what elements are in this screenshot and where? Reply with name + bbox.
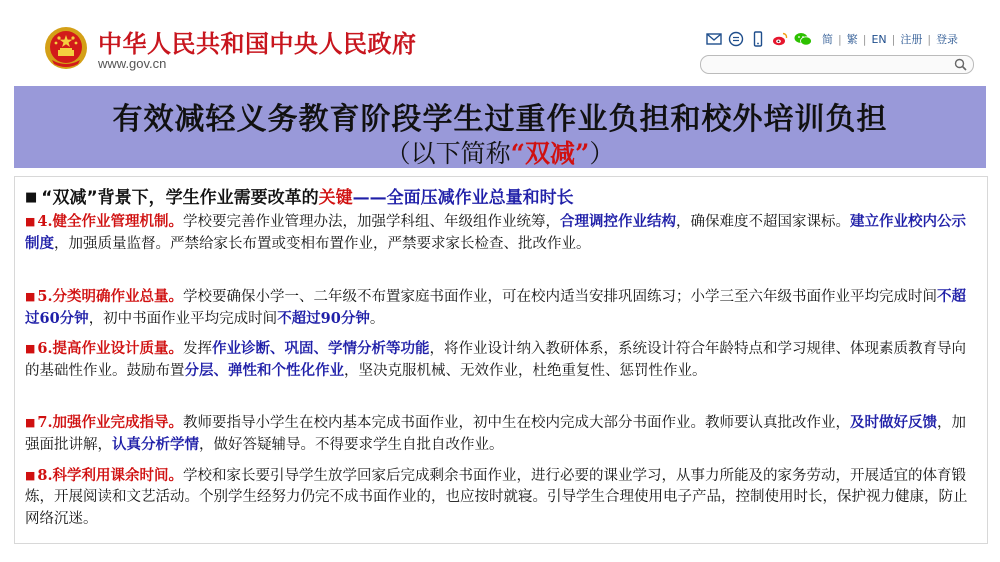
bullet: ■ [25, 215, 36, 228]
item-text-part: ，将作业设计纳入教研体系，系统设计符合年龄特点和学习规律、体现素质教育导向的基础性作业。鼓励布置 [25, 341, 967, 380]
item-text [25, 214, 966, 252]
item-emphasis: 作业诊断、巩固、学情分析等功能 [212, 340, 430, 357]
list-item-4 [25, 211, 979, 256]
item-text-part: 学校要完善作业管理办法，加强学科组、年级组作业统筹， [183, 214, 561, 230]
language-links [822, 31, 958, 47]
item-text-part: 教师要指导小学生在校内基本完成书面作业，初中生在校内完成大部分书面作业。教师要认真批改作业， [183, 415, 851, 431]
page-title: 有效减轻义务教育阶段学生过重作业负担和校外培训负担 [112, 102, 888, 137]
lead-key: 关键 [318, 188, 353, 208]
separator: | [838, 32, 842, 46]
item-text-part: 学校和家长要引导学生放学回家后完成剩余书面作业，进行必要的课业学习，从事力所能及的家务劳动，开展适宜的体育锻炼，开展阅读和文艺活动。个别学生经努力仍完不成书面作业的，也应按时就寝。引导学生合理使用电子产品，控制使用时长，保护视力健康，防止网络沉迷。 [25, 468, 968, 527]
separator: | [862, 32, 867, 46]
link-english[interactable]: EN [871, 32, 887, 46]
item-text-part: ，确保难度不超国家课标。 [676, 214, 851, 230]
item-text-part: ，做好答疑辅导。不得要求学生自批自改作业。 [199, 437, 504, 454]
bullet: ■ [25, 342, 36, 355]
list-item-5 [25, 286, 979, 331]
item-heading: 5.分类明确作业总量。 [37, 288, 184, 305]
mail-icon[interactable] [706, 31, 722, 47]
item-emphasis: 建立作业校内公示制度 [25, 213, 967, 253]
site-name[interactable]: 中华人民共和国中央人民政府 [98, 30, 417, 58]
item-text [25, 468, 968, 527]
wechat-icon[interactable] [794, 31, 812, 47]
bullet: ■ [25, 469, 36, 482]
item-text-part: ，加强面批讲解， [25, 415, 967, 454]
link-traditional[interactable]: 繁 [846, 33, 858, 46]
message-icon[interactable] [728, 31, 744, 47]
item-text [25, 341, 966, 379]
item-text-part: 学校要确保小学一、二年级不布置家庭书面作业，可在校内适当安排巩固练习；小学三至六年级书面作业平均完成时间 [183, 289, 938, 305]
lead-key2: ——全面压减作业总量和时长 [352, 188, 574, 208]
item-text [25, 415, 966, 453]
bullet: ■ [25, 290, 36, 303]
lead-text: “双减”背景下，学生作业需要改革的 [41, 188, 319, 208]
bullet: ■ [25, 416, 36, 429]
title-band [14, 86, 986, 168]
item-text-part: 。 [369, 311, 385, 328]
item-emphasis: 合理调控作业结构 [560, 213, 677, 230]
weibo-icon[interactable] [772, 31, 788, 47]
site-header [0, 0, 1000, 84]
bullet: ■ [25, 190, 38, 205]
separator: | [927, 32, 932, 46]
item-text-part: ，加强质量监督。严禁给家长布置或变相布置作业，严禁要求家长检查、批改作业。 [54, 236, 591, 253]
item-emphasis: 认真分析学情 [112, 436, 199, 454]
site-url[interactable]: www.gov.cn [98, 56, 167, 71]
item-heading: 7.加强作业完成指导。 [37, 414, 184, 431]
link-register[interactable]: 注册 [900, 33, 923, 46]
item-text-part: ，坚决克服机械、无效作业，杜绝重复性、惩罚性作业。 [344, 363, 707, 380]
item-emphasis: 及时做好反馈 [850, 414, 938, 431]
subtitle-prefix: （以下简称 [385, 139, 511, 168]
subtitle-highlight: “双减” [510, 139, 590, 168]
national-emblem-icon[interactable] [44, 26, 88, 70]
link-login[interactable]: 登录 [936, 33, 959, 46]
item-text-part: 发挥 [183, 341, 213, 357]
item-text-part: ，初中书面作业平均完成时间 [88, 311, 278, 328]
list-item-8 [25, 465, 979, 530]
item-heading: 4.健全作业管理机制。 [37, 213, 184, 230]
link-simplified[interactable]: 简 [822, 33, 833, 46]
mobile-icon[interactable] [750, 31, 766, 47]
search-input[interactable] [700, 55, 974, 74]
subtitle-suffix: ） [589, 139, 615, 168]
content-box [14, 176, 988, 544]
separator: | [891, 32, 896, 46]
header-toolbar [706, 29, 958, 49]
item-emphasis: 分层、弹性和个性化作业 [184, 362, 344, 380]
page-subtitle [14, 134, 986, 170]
item-heading: 8.科学利用课余时间。 [37, 467, 184, 484]
list-item-7 [25, 412, 979, 457]
search-icon[interactable] [954, 58, 967, 71]
lead-heading [25, 183, 574, 208]
item-emphasis: 不超过90分钟 [277, 310, 370, 328]
item-text [25, 289, 966, 327]
list-item-6 [25, 338, 979, 383]
item-heading: 6.提高作业设计质量。 [37, 340, 184, 357]
item-emphasis: 不超过60分钟 [25, 288, 967, 328]
